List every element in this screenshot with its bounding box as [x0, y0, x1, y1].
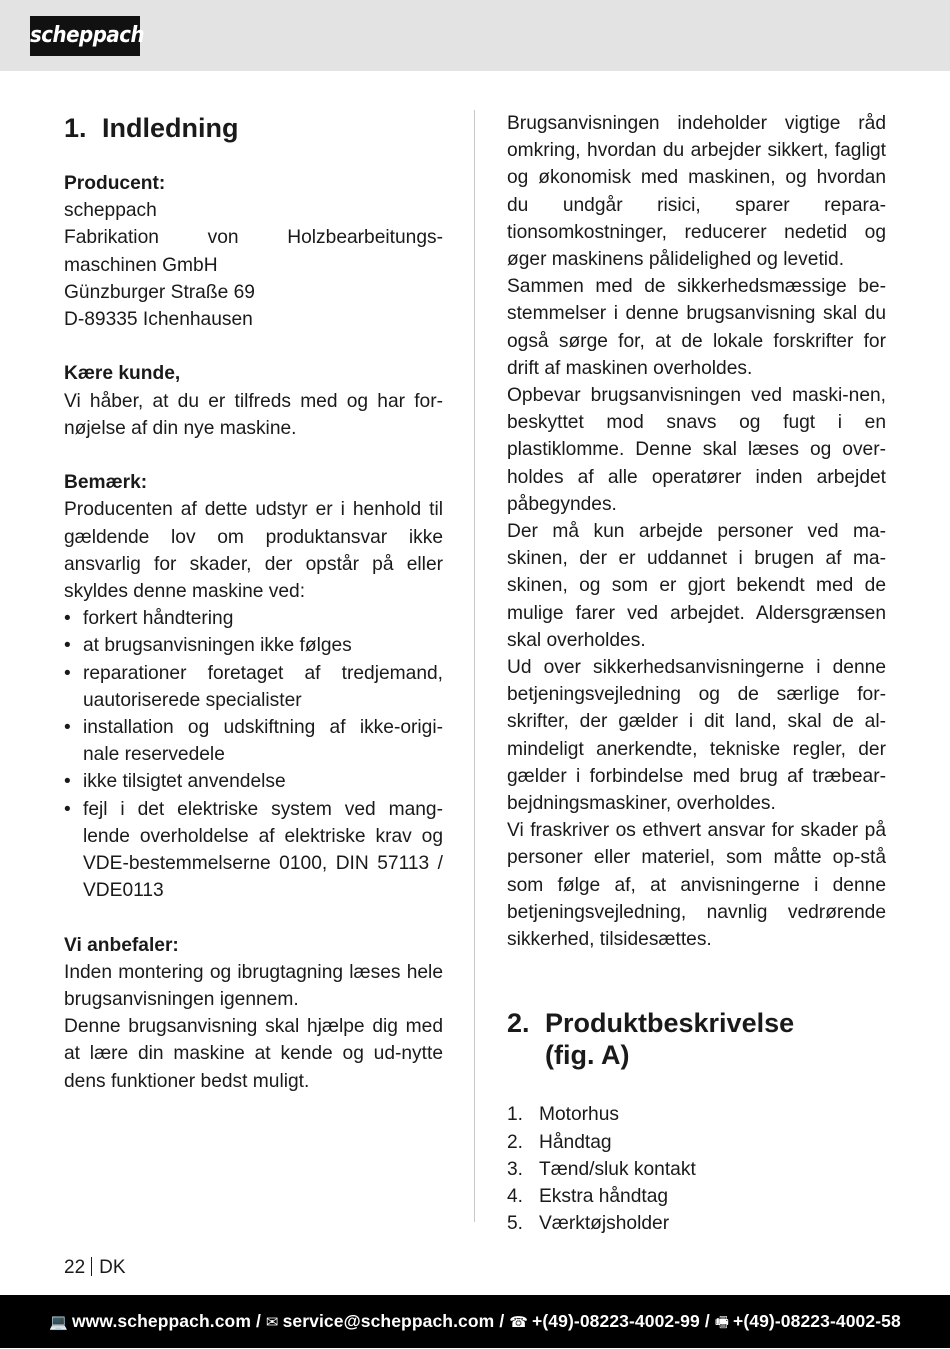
fax-icon: 🖷: [714, 1314, 730, 1331]
paragraph: Sammen med de sikkerhedsmæssige be-stemmelser i denne brugsanvisning skal du også sørge for, at de lokale forskrifter for drift af maskinen overholdes.: [507, 276, 886, 379]
list-item: • at brugsanvisningen ikke følges: [64, 632, 443, 659]
liability-list: [64, 605, 443, 904]
recommend-text-1: Inden montering og ibrugtagning læses hele brugsanvisningen igennem.: [64, 961, 443, 1011]
left-column: [64, 110, 443, 1095]
scheppach-logo: scheppach: [30, 16, 140, 56]
list-item: 1. Motorhus: [507, 1104, 619, 1126]
paragraph: Brugsanvisningen indeholder vigtige råd omkring, hvordan du arbejder sikkert, fagligt og økonomisk med maskinen, og hvordan du undgår risici, sparer repara-tionsomkostninger, reducerer nedetid og øger maskinens pålidelighed og levetid.: [507, 113, 886, 271]
section-heading-introduction: 1. Indledning: [64, 113, 239, 143]
list-item: 4. Ekstra håndtag: [507, 1185, 669, 1207]
page-footer: 💻 www.scheppach.com / ✉ service@scheppach.com / ☎ +(49)-08223-4002-99 / 🖷 +(49)-08223-4002-58: [0, 1295, 950, 1348]
email-link[interactable]: service@scheppach.com: [282, 1311, 495, 1331]
computer-icon: 💻: [49, 1314, 68, 1331]
dear-customer-text: Vi håber, at du er tilfreds med og har for-nøjelse af din nye maskine.: [64, 390, 443, 439]
note-label: Bemærk:: [64, 472, 148, 494]
section-heading-product-description: 2. Produktbeskrivelse (fig. A): [507, 1008, 795, 1071]
website-link[interactable]: www.scheppach.com: [71, 1311, 251, 1331]
list-item: • ikke tilsigtet anvendelse: [64, 768, 443, 795]
producer-address: scheppach Fabrikation von Holzbearbeitungs- maschinen GmbH Günzburger Straße 69 D-89335 Ichenhausen: [64, 200, 443, 331]
parts-list: [507, 1101, 886, 1237]
producer-label: Producent:: [64, 173, 166, 194]
envelope-icon: ✉: [265, 1314, 279, 1331]
page-number: 22 DK: [64, 1257, 126, 1278]
list-item: 3. Tænd/sluk kontakt: [507, 1158, 696, 1180]
list-item: • fejl i det elektriske system ved mang-lende overholdelse af elektriske krav og VDE-bestemmelserne 0100, DIN 57113 / VDE0113: [64, 796, 443, 905]
paragraph: Opbevar brugsanvisningen ved maski-nen, beskyttet mod snavs og fugt i en plastiklomme. Denne skal læses og over-holdes af alle operatører inden arbejdet påbegyndes.: [507, 385, 886, 515]
list-item: • reparationer foretaget af tredjemand, uautoriserede specialister: [64, 660, 443, 714]
list-item: • installation og udskiftning af ikke-origi-nale reservedele: [64, 714, 443, 768]
paragraph: Ud over sikkerhedsanvisningerne i denne betjeningsvejledning og de særlige for-skrifter, der gælder i dit land, skal de al-mindeligt anerkendte, tekniske regler, der gælder i forbindelse med brug af træbear-bejdningsmaskiner, overholdes.: [507, 657, 886, 815]
paragraph: Vi fraskriver os ethvert ansvar for skader på personer eller materiel, som måtte op-stå som følge af, at anvisningerne i denne betjeningsvejledning, navnlig vedrørende sikkerhed, tilsidesættes.: [507, 820, 886, 951]
list-item: 2. Håndtag: [507, 1131, 612, 1153]
paragraph: Der må kun arbejde personer ved ma-skinen, der er uddannet i brugen af ma-skinen, og som er gjort bekendt med de mulige farer ved arbejdet. Aldersgrænsen skal overholdes.: [507, 521, 886, 651]
recommend-label: Vi anbefaler:: [64, 934, 179, 956]
note-text: Producenten af dette udstyr er i henhold til gældende lov om produktansvar ikke ansvarlig for skader, der opstår på eller skyldes denne maskine ved:: [64, 499, 443, 603]
telephone-icon: ☎: [509, 1314, 529, 1331]
fax-number: +(49)-08223-4002-58: [733, 1311, 901, 1331]
recommend-text-2: Denne brugsanvisning skal hjælpe dig med at lære din maskine at kende og ud-nytte dens funktioner bedst muligt.: [64, 1016, 443, 1092]
column-divider: [474, 110, 475, 1222]
page-header: [0, 0, 950, 71]
list-item: • forkert håndtering: [64, 605, 443, 632]
list-item: 5. Værktøjsholder: [507, 1213, 670, 1235]
right-column: [507, 110, 886, 1237]
phone-number: +(49)-08223-4002-99: [532, 1311, 700, 1331]
dear-customer-label: Kære kunde,: [64, 363, 181, 385]
